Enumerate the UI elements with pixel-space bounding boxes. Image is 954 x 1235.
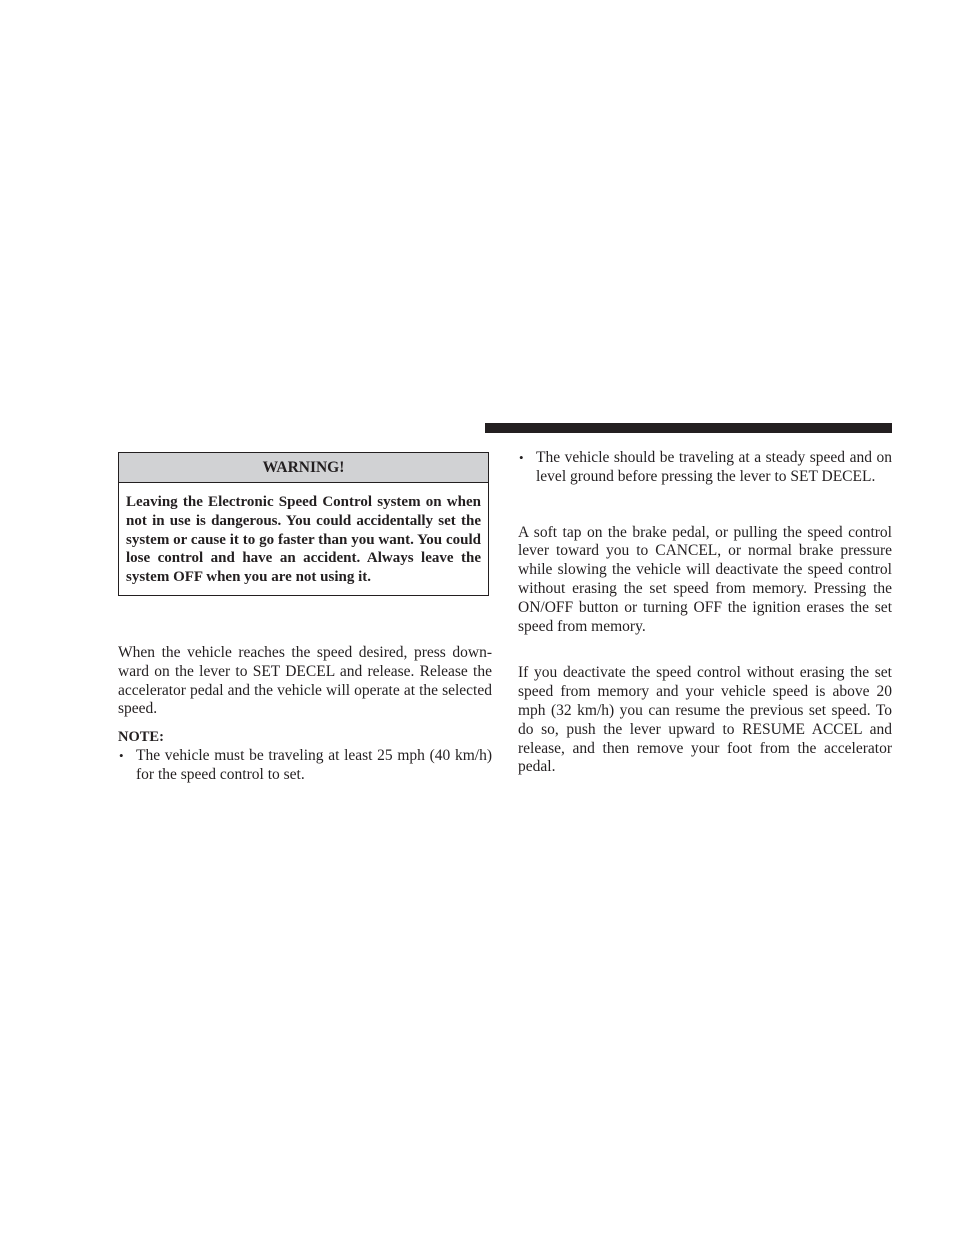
bullet-dot-icon: • [119, 747, 124, 763]
note-label: NOTE: [118, 729, 164, 746]
warning-box [118, 452, 489, 596]
cancel-paragraph: A soft tap on the brake pedal, or pulling the speed control lever toward you to CANCEL, or normal brake pressure while slowing the vehicle will deactivate the speed control without erasing the set speed from memory. Pressing the ON/OFF button or turning OFF the ignition erases the set speed from memory. [518, 523, 892, 635]
note-bullet-text: The vehicle must be traveling at least 25 mph (40 km/h) for the speed control to set. [136, 746, 492, 783]
steady-speed-bullet-item [518, 449, 892, 487]
right-column [518, 449, 892, 777]
note-bullet-item [118, 747, 492, 785]
steady-speed-bullet-text: The vehicle should be traveling at a steady speed and on level ground before pressing the lever to SET DECEL. [536, 449, 892, 485]
warning-title: WARNING! [119, 453, 488, 483]
warning-text: Leaving the Electronic Speed Control system on when not in use is dangerous. You could accidentally set the system or cause it to go faster than you want. You could lose control and have an accident. Always leave the system OFF when you are not using it. [126, 494, 481, 586]
left-column [118, 452, 492, 785]
set-speed-paragraph: When the vehicle reaches the speed desired, press downward on the lever to SET DECEL and release. Release the accelerator pedal and the vehicle will operate at the selected speed. [118, 643, 492, 718]
section-top-rule [485, 423, 892, 433]
resume-paragraph: If you deactivate the speed control without erasing the set speed from memory and your vehicle speed is above 20 mph (32 km/h) you can resume the previous set speed. To do so, push the lever upward to RESUME ACCEL and release, and then remove your foot from the accelerator pedal. [518, 664, 892, 776]
bullet-dot-icon: • [519, 450, 524, 465]
